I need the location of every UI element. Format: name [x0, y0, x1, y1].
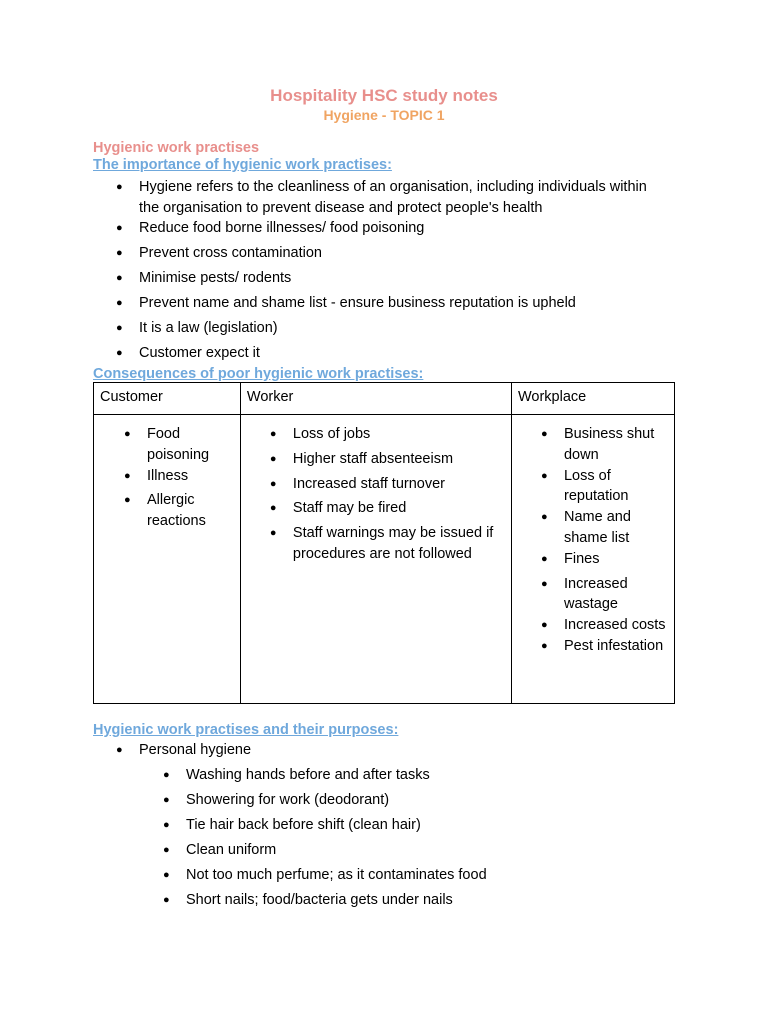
list-item: ● Loss of reputation	[540, 467, 629, 505]
list-item: ● It is a law (legislation)	[139, 318, 659, 343]
consequences-heading: Consequences of poor hygienic work practises:	[93, 366, 424, 382]
bullet-icon: ●	[269, 428, 277, 440]
list-item: ● Staff warnings may be issued if procedures are not followed	[269, 525, 494, 562]
bullet-icon: ●	[116, 297, 123, 309]
bullet-icon: ●	[163, 794, 170, 806]
bullet-icon: ●	[540, 639, 548, 652]
list-item: ● Prevent cross contamination	[139, 243, 659, 268]
list-item: ● Showering for work (deodorant)	[186, 790, 666, 815]
bullet-icon: ●	[163, 844, 170, 856]
personal-hygiene-sublist	[163, 765, 666, 915]
bullet-icon: ●	[124, 494, 131, 507]
list-item: ● Prevent name and shame list - ensure business reputation is upheld	[139, 293, 659, 318]
list-item: ● Customer expect it	[139, 343, 659, 364]
bullet-icon: ●	[163, 769, 170, 781]
list-item: ● Increased staff turnover	[293, 474, 503, 495]
list-item: ● Fines	[564, 549, 668, 570]
importance-heading: The importance of hygienic work practises:	[93, 157, 392, 173]
list-item: ● Not too much perfume; as it contaminates food	[186, 865, 666, 890]
bullet-icon: ●	[163, 869, 170, 881]
bullet-icon: ●	[116, 222, 123, 234]
purposes-list	[116, 740, 659, 765]
table-row	[94, 415, 675, 704]
column-header-customer: Customer	[94, 383, 241, 415]
column-header-workplace: Workplace	[511, 383, 674, 415]
list-item: ● Increased wastage	[540, 575, 628, 613]
list-item: ● Staff may be fired	[293, 498, 503, 519]
bullet-icon: ●	[116, 181, 123, 193]
list-item: ● Higher staff absenteeism	[293, 449, 503, 470]
list-item: ● Personal hygiene	[139, 740, 659, 765]
bullet-icon: ●	[269, 502, 277, 515]
bullet-icon: ●	[540, 469, 548, 482]
section-heading: Hygienic work practises	[93, 140, 260, 156]
bullet-icon: ●	[116, 272, 123, 284]
list-item: ● Loss of jobs	[293, 424, 503, 445]
table-header-row	[94, 383, 675, 415]
consequences-table	[93, 382, 675, 704]
bullet-icon: ●	[269, 477, 277, 490]
bullet-icon: ●	[124, 469, 131, 482]
list-item: ● Clean uniform	[186, 840, 666, 865]
bullet-icon: ●	[124, 428, 131, 440]
workplace-cell	[511, 415, 674, 704]
list-item: ● Reduce food borne illnesses/ food poisoning	[139, 218, 659, 243]
list-item: ● Illness	[147, 466, 227, 487]
bullet-icon: ●	[116, 322, 123, 334]
list-item: ● Tie hair back before shift (clean hair)	[186, 815, 666, 840]
purposes-heading: Hygienic work practises and their purposes:	[93, 722, 399, 738]
list-item: ● Minimise pests/ rodents	[139, 268, 659, 293]
bullet-icon: ●	[540, 577, 548, 590]
list-item: ● Short nails; food/bacteria gets under nails	[186, 890, 666, 915]
bullet-icon: ●	[540, 619, 548, 632]
bullet-icon: ●	[269, 452, 277, 465]
bullet-icon: ●	[116, 247, 123, 259]
bullet-icon: ●	[540, 428, 548, 440]
bullet-icon: ●	[540, 552, 548, 565]
customer-cell	[94, 415, 241, 704]
bullet-icon: ●	[163, 894, 170, 906]
column-header-worker: Worker	[240, 383, 511, 415]
list-item: ● Allergic reactions	[124, 492, 206, 530]
bullet-icon: ●	[163, 819, 170, 831]
list-item: ● Food poisoning	[124, 426, 210, 463]
list-item: ● Business shut down	[540, 426, 655, 463]
list-item: ● Washing hands before and after tasks	[186, 765, 666, 790]
page-subtitle: Hygiene - TOPIC 1	[323, 107, 445, 123]
list-item: ● Name and shame list	[540, 509, 631, 546]
bullet-icon: ●	[269, 527, 277, 540]
bullet-icon: ●	[116, 744, 123, 756]
worker-cell	[240, 415, 511, 704]
list-item: ● Hygiene refers to the cleanliness of an organisation, including individuals within the organisation to prevent disease and protect people's health	[116, 179, 647, 216]
bullet-icon: ●	[116, 347, 123, 359]
page-title: Hospitality HSC study notes	[270, 86, 498, 105]
list-item: ● Pest infestation	[564, 636, 668, 657]
list-item: ● Increased costs	[564, 615, 668, 636]
importance-list	[116, 177, 659, 364]
bullet-icon: ●	[540, 511, 548, 524]
